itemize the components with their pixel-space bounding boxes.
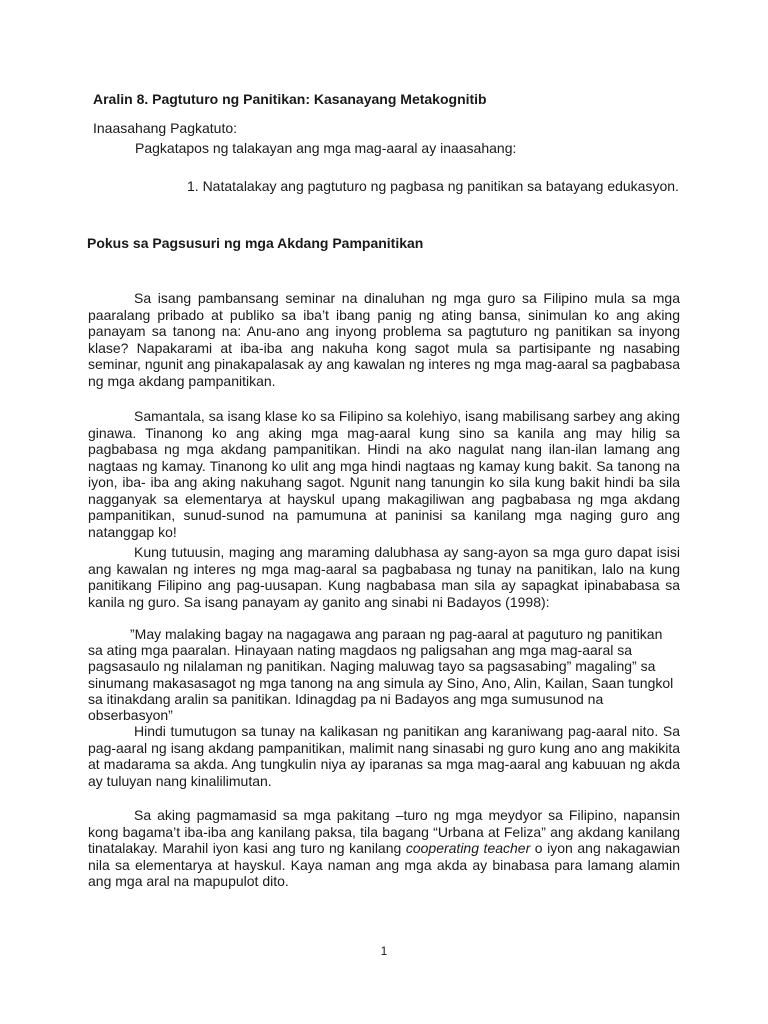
objective-item: 1. Natatalakay ang pagtuturo ng pagbasa ng panitikan sa batayang edukasyon. xyxy=(187,178,679,194)
block-quote: ”May malaking bagay na nagagawa ang paraan ng pag-aaral at paguturo ng panitikan sa ating mga paaralan. Hinayaan nating magdaos ng paligsahan ang mga mag-aaral sa pagsasaulo ng nilalaman ng panitikan. Naging maluwag tayo sa pagsasabing” magaling” sa sinumang makasasagot ng mga tanong na ang simula ay Sino, Ano, Alin, Kailan, Saan tungkol sa itinakdang aralin sa panitikan. Idinagdag pa ni Badayos ang mga sumusunod na obserbasyon” xyxy=(88,626,674,724)
page-number: 1 xyxy=(380,944,388,958)
body-paragraph: Sa isang pambansang seminar na dinaluhan ng mga guro sa Filipino mula sa mga paaralang pribado at publiko sa iba’t ibang panig ng ating bansa, sinimulan ko ang aking panayam sa tanong na: Anu-ano ang inyong problema sa pagtuturo ng panitikan sa inyong klase? Napakarami at iba-iba ang nakuha kong sagot mula sa partisipante ng nasabing seminar, ngunit ang pinakapalasak ay ang kawalan ng interes ng mga mag-aaral sa pagbabasa ng mga akdang pampanitikan. xyxy=(88,290,680,389)
body-paragraph: Hindi tumutugon sa tunay na kalikasan ng panitikan ang karaniwang pag-aaral nito. Sa pag-aaral ng isang akdang pampanitikan, malimit nang sinasabi ng guro kung ano ang makikita at madarama sa akda. Ang tungkulin niya ay iparanas sa mga mag-aaral ang kabuuan ng akda ay tuluyan nang kinalilimutan. xyxy=(88,723,680,789)
objectives-label: Inaasahang Pagkatuto: xyxy=(93,120,238,136)
section-heading: Pokus sa Pagsusuri ng mga Akdang Pampanitikan xyxy=(87,235,424,251)
emphasized-term: cooperating teacher xyxy=(405,840,531,856)
body-paragraph-last xyxy=(88,807,680,890)
objectives-intro: Pagkatapos ng talakayan ang mga mag-aaral ay inaasahang: xyxy=(135,140,517,156)
body-paragraph: Samantala, sa isang klase ko sa Filipino sa kolehiyo, isang mabilisang sarbey ang aking ginawa. Tinanong ko ang aking mga mag-aaral kung sino sa kanila ang may hilig sa pagbabasa ng mga akdang pampanitikan. Hindi na ako nagulat nang ilan-ilan lamang ang nagtaas ng kamay. Tinanong ko ulit ang mga hindi nagtaas ng kamay kung bakit. Sa tanong na iyon, iba- iba ang aking nakuhang sagot. Ngunit nang tanungin ko sila kung bakit hindi ba sila nagganyak sa elementarya at hayskul upang makagiliwan ang pagbabasa ng mga akdang pampanitikan, sunud-sunod na pamumuna at paninisi sa kanilang mga naging guro ang natanggap ko! xyxy=(88,408,680,540)
paragraph-text: Sa aking pagmamasid sa mga pakitang –turo ng mga meydyor sa Filipino, napansin kong bagama’t iba-iba ang kanilang paksa, tila bagang “Urbana at Feliza” ang akdang kanilang tinatalakay. Marahil iyon kasi ang turo ng kanilang xyxy=(88,807,680,856)
lesson-title: Aralin 8. Pagtuturo ng Panitikan: Kasanayang Metakognitib xyxy=(93,91,487,107)
paragraph-text: o iyon ang nakagawian nila sa elementarya at hayskul. Kaya naman ang mga akda ay binabasa para lamang alamin ang mga aral na mapupulot dito. xyxy=(88,840,680,889)
body-paragraph: Kung tutuusin, maging ang maraming dalubhasa ay sang-ayon sa mga guro dapat isisi ang kawalan ng interes ng mga mag-aaral sa pagbabasa ng tunay na panitikan, lalo na kung panitikang Filipino ang pag-uusapan. Kung nagbabasa man sila ay sapagkat ipinababasa sa kanila ng guro. Sa isang panayam ay ganito ang sinabi ni Badayos (1998): xyxy=(88,544,680,610)
